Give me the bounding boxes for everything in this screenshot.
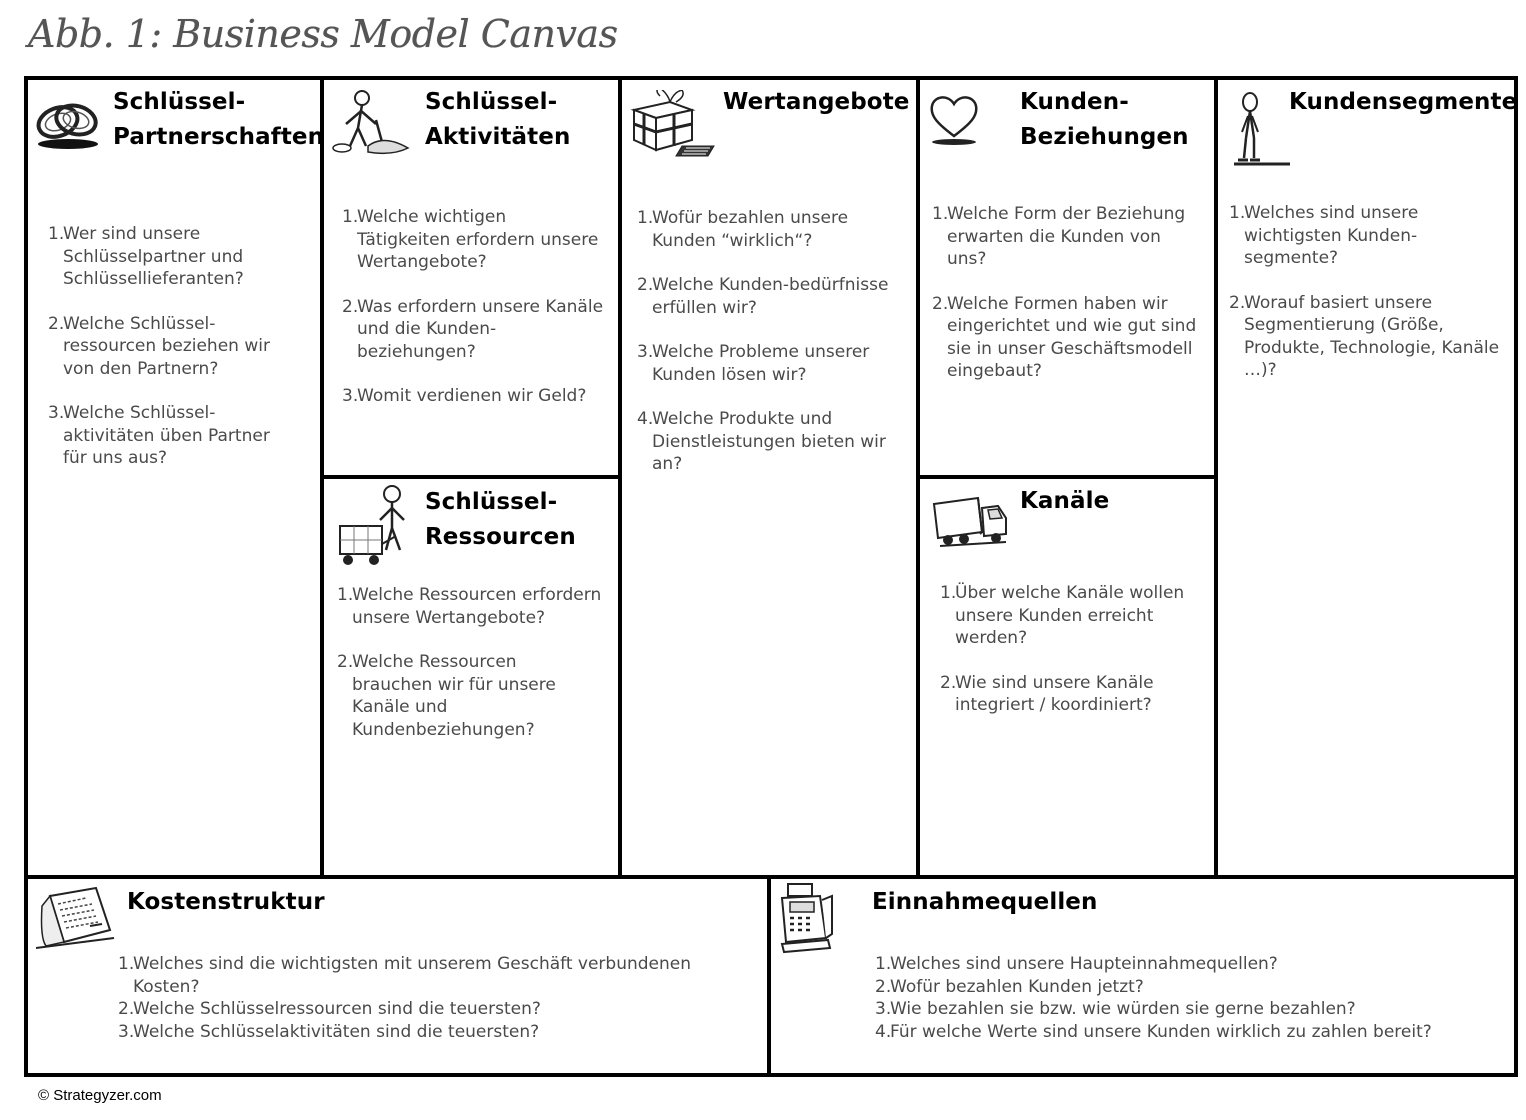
item-number: 2. (342, 296, 359, 317)
list-item (337, 651, 602, 741)
question-list (1229, 202, 1509, 404)
block-heading (127, 885, 325, 920)
item-text: Welche Schlüsselressourcen sind die teuersten? (133, 999, 541, 1019)
item-number: 1. (940, 583, 957, 603)
item-text: Wer sind unsere Schlüsselpartner und Schlüssellieferanten? (63, 224, 244, 289)
item-text: Wofür bezahlen unsere Kunden “wirklich“? (652, 208, 849, 251)
worker-shovel-icon (332, 90, 412, 156)
heading-line: Kanäle (1020, 488, 1110, 514)
item-number: 1. (342, 207, 359, 227)
item-number: 3. (342, 386, 359, 406)
list-item (932, 203, 1204, 271)
item-number: 2. (1229, 292, 1246, 313)
heading-line: Wertangebote (723, 89, 910, 115)
item-text: Welche Schlüsselaktivitäten sind die teuersten? (133, 1021, 540, 1042)
list-item (342, 206, 604, 274)
question-list (637, 207, 899, 498)
item-text: Für welche Werte sind unsere Kunden wirklich zu zahlen bereit? (890, 1021, 1432, 1042)
item-number: 2. (48, 313, 65, 334)
list-item (118, 953, 738, 998)
receipt-icon (36, 886, 120, 952)
list-item (637, 341, 899, 386)
item-text: Welche Form der Beziehung erwarten die Kunden von uns? (947, 204, 1186, 269)
heading-line: Kundensegmente (1289, 89, 1518, 115)
divider (26, 875, 1516, 879)
gift-icon (630, 90, 718, 162)
heading-line: Aktivitäten (425, 124, 571, 150)
heading-line: Ressourcen (425, 524, 576, 550)
block-heading (425, 485, 576, 555)
item-text: Welche Ressourcen erfordern unsere Wertangebote? (352, 585, 602, 628)
list-item (1229, 292, 1509, 382)
list-item (637, 207, 899, 252)
list-item (118, 1021, 738, 1044)
item-text: Welche wichtigen Tätigkeiten erfordern unsere Wertangebote? (357, 207, 599, 272)
item-text: Wofür bezahlen Kunden jetzt? (890, 976, 1144, 997)
list-item (118, 998, 738, 1021)
worker-cart-icon (334, 484, 418, 576)
divider (918, 475, 1216, 479)
person-icon (1230, 92, 1294, 170)
item-text: Was erfordern unsere Kanäle und die Kunden-beziehungen? (357, 296, 604, 362)
divider (322, 475, 620, 479)
item-text: Welche Formen haben wir eingerichtet und wie gut sind sie in unser Geschäftsmodell eingebaut? (947, 293, 1197, 381)
heading-line: Kunden- (1020, 89, 1129, 115)
list-item (932, 293, 1204, 383)
list-item (48, 313, 298, 381)
item-number: 3. (48, 403, 65, 423)
item-number: 2. (637, 275, 654, 295)
list-item (875, 998, 1495, 1021)
list-item (875, 976, 1495, 999)
item-text: Welche Schlüssel-aktivitäten üben Partner für uns aus? (63, 403, 270, 468)
block-heading (1020, 85, 1189, 155)
question-list (940, 582, 1202, 739)
list-item (940, 672, 1202, 717)
copyright-notice: © Strategyzer.com (38, 1087, 162, 1104)
item-text: Worauf basiert unsere Segmentierung (Größe, Produkte, Technologie, Kanäle …)? (1244, 292, 1500, 380)
item-text: Welche Schlüssel-ressourcen beziehen wir von den Partnern? (63, 313, 270, 379)
heading-line: Kostenstruktur (127, 889, 325, 915)
question-list (48, 223, 298, 492)
item-number: 2. (940, 672, 957, 693)
list-item (637, 274, 899, 319)
question-list (342, 206, 604, 430)
divider (767, 877, 771, 1075)
item-number: 1. (932, 204, 949, 224)
item-text: Wie sind unsere Kanäle integriert / koordiniert? (955, 672, 1154, 715)
item-text: Über welche Kanäle wollen unsere Kunden erreicht werden? (955, 583, 1185, 648)
question-list (932, 203, 1204, 405)
page-title: Abb. 1: Business Model Canvas (28, 12, 618, 56)
item-text: Welche Produkte und Dienstleistungen bieten wir an? (652, 409, 886, 474)
item-text: Welches sind unsere Haupteinnahmequellen? (890, 954, 1278, 974)
cash-register-icon (778, 882, 836, 954)
list-item (342, 296, 604, 364)
block-heading (425, 85, 570, 155)
item-number: 1. (118, 954, 135, 974)
item-number: 1. (48, 224, 65, 244)
block-heading (1289, 85, 1517, 120)
heading-line: Schlüssel- (425, 89, 558, 115)
rings-icon (32, 94, 104, 154)
heading-line: Einnahmequellen (872, 889, 1098, 915)
block-heading (113, 85, 324, 155)
list-item (875, 1021, 1495, 1044)
item-number: 2. (932, 293, 949, 314)
item-number: 1. (337, 585, 354, 605)
list-item (48, 223, 298, 291)
question-list (875, 953, 1495, 1043)
question-list (118, 953, 738, 1043)
list-item (940, 582, 1202, 650)
item-text: Welches sind unsere wichtigsten Kunden-segmente? (1244, 203, 1419, 268)
item-number: 1. (875, 954, 892, 974)
item-number: 3. (118, 1021, 135, 1042)
list-item (337, 584, 602, 629)
question-list (337, 584, 602, 763)
list-item (637, 408, 899, 476)
block-heading (872, 885, 1097, 920)
list-item (48, 402, 298, 470)
truck-icon (930, 494, 1010, 552)
item-number: 1. (1229, 203, 1246, 223)
item-text: Welche Ressourcen brauchen wir für unsere Kanäle und Kundenbeziehungen? (352, 652, 556, 740)
item-number: 4. (637, 409, 654, 429)
heading-line: Beziehungen (1020, 124, 1189, 150)
heading-line: Partnerschaften (113, 124, 325, 150)
item-text: Wie bezahlen sie bzw. wie würden sie gerne bezahlen? (890, 999, 1356, 1019)
heart-icon (928, 92, 988, 148)
item-text: Welche Kunden-bedürfnisse erfüllen wir? (652, 275, 889, 318)
item-text: Welche Probleme unserer Kunden lösen wir? (652, 342, 870, 385)
item-number: 3. (875, 999, 892, 1019)
block-heading (1020, 484, 1109, 519)
item-number: 2. (118, 999, 135, 1019)
list-item (342, 385, 604, 408)
item-number: 2. (875, 976, 892, 997)
list-item (875, 953, 1495, 976)
list-item (1229, 202, 1509, 270)
item-number: 2. (337, 652, 354, 672)
item-text: Womit verdienen wir Geld? (357, 386, 587, 406)
item-number: 1. (637, 208, 654, 228)
heading-line: Schlüssel- (425, 489, 558, 515)
item-text: Welches sind die wichtigsten mit unserem Geschäft verbundenen Kosten? (133, 954, 691, 997)
heading-line: Schlüssel- (113, 89, 246, 115)
block-heading (723, 85, 910, 120)
item-number: 4. (875, 1021, 892, 1042)
item-number: 3. (637, 342, 654, 362)
